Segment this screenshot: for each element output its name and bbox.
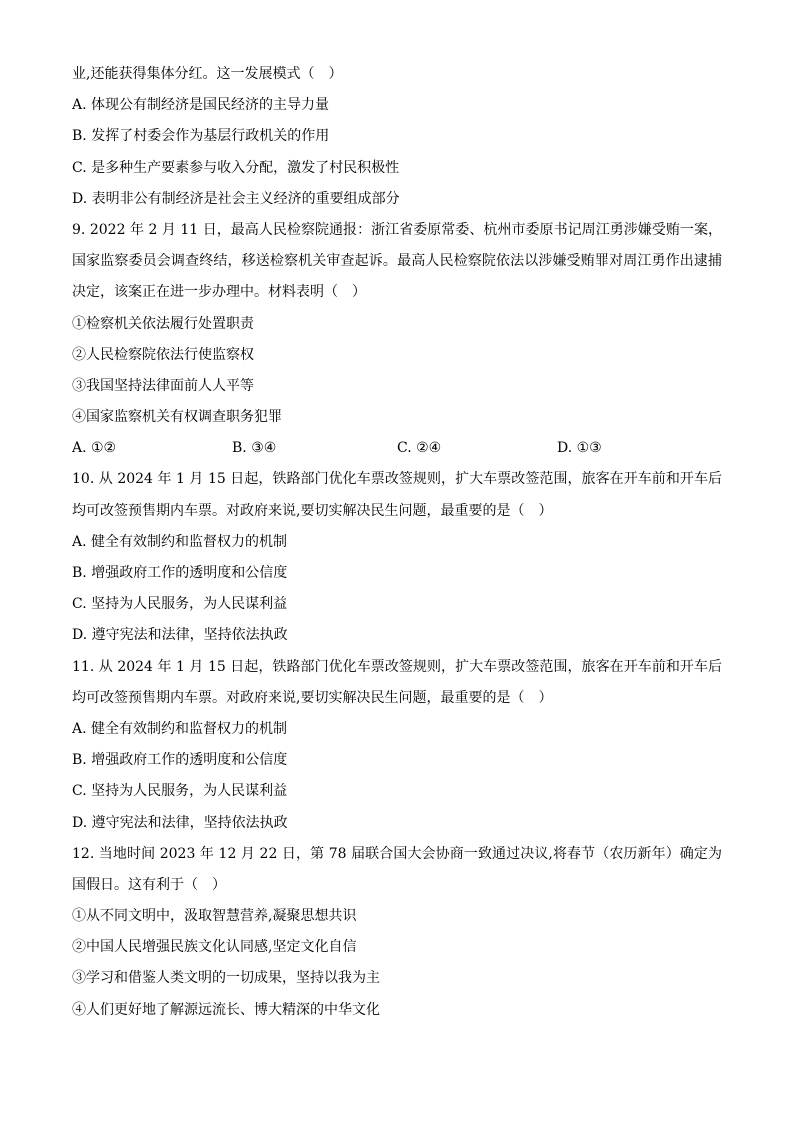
q10-option-b: B. 增强政府工作的透明度和公信度	[72, 565, 288, 581]
q11-option-a: A. 健全有效制约和监督权力的机制	[72, 720, 288, 737]
q9-statement-3: ③我国坚持法律面前人人平等	[72, 377, 254, 394]
q10-option-d: D. 遵守宪法和法律，坚持依法执政	[72, 627, 288, 644]
q8-option-c: C. 是多种生产要素参与收入分配，激发了村民积极性	[72, 159, 400, 176]
q11-option-b: B. 增强政府工作的透明度和公信度	[72, 752, 288, 769]
q12-stem-line: 12. 当地时间 2023 年 12 月 22 日，第 78 届联合国大会协商一致通过决议,将春节（农历新年）确定为	[72, 845, 722, 862]
q8-option-a: A. 体现公有制经济是国民经济的主导力量	[72, 97, 330, 114]
q11-option-d: D. 遵守宪法和法律，坚持依法执政	[72, 814, 288, 831]
q10-option-a: A. 健全有效制约和监督权力的机制	[72, 533, 288, 550]
q9-statement-1: ①检察机关依法履行处置职责	[72, 315, 254, 332]
q10-stem-line: 均可改签预售期内车票。对政府来说,要切实解决民生问题，最重要的是（ ）	[72, 502, 553, 519]
q8-option-d: D. 表明非公有制经济是社会主义经济的重要组成部分	[72, 190, 400, 207]
q8-stem-tail: 业,还能获得集体分红。这一发展模式（ ）	[72, 66, 343, 82]
q9-statement-2: ②人民检察院依法行使监察权	[72, 346, 254, 363]
q11-stem-line: 11. 从 2024 年 1 月 15 日起，铁路部门优化车票改签规则，扩大车票改签范围，旅客在开车前和开车后	[72, 658, 722, 675]
q12-statement-1: ①从不同文明中，汲取智慧营养,凝聚思想共识	[72, 908, 357, 925]
q11-stem-line: 均可改签预售期内车票。对政府来说,要切实解决民生问题，最重要的是（ ）	[72, 689, 553, 706]
q9-choice-c: C. ②④	[397, 440, 442, 457]
q9-stem-line: 9. 2022 年 2 月 11 日，最高人民检察院通报：浙江省委原常委、杭州市委原书记周江勇涉嫌受贿一案，	[72, 221, 722, 238]
q11-option-c: C. 坚持为人民服务，为人民谋利益	[72, 783, 288, 800]
q9-stem-line: 国家监察委员会调查终结，移送检察机关审查起诉。最高人民检察院依法以涉嫌受贿罪对周江勇作出逮捕	[72, 253, 722, 270]
q9-choice-d: D. ①③	[557, 440, 602, 457]
q9-choice-b: B. ③④	[232, 440, 277, 457]
q12-statement-3: ③学习和借鉴人类文明的一切成果，坚持以我为主	[72, 970, 380, 987]
q8-option-b: B. 发挥了村委会作为基层行政机关的作用	[72, 128, 330, 145]
document-page	[72, 59, 722, 1026]
q9-statement-4: ④国家监察机关有权调查职务犯罪	[72, 409, 282, 426]
q9-stem-line: 决定，该案正在进一步办理中。材料表明（ ）	[72, 284, 366, 301]
q12-stem-line: 国假日。这有利于（ ）	[72, 876, 226, 893]
q10-stem-line: 10. 从 2024 年 1 月 15 日起，铁路部门优化车票改签规则，扩大车票改签范围，旅客在开车前和开车后	[72, 471, 722, 488]
q9-choices	[72, 433, 722, 464]
q12-statement-4: ④人们更好地了解源远流长、博大精深的中华文化	[72, 1001, 380, 1018]
q12-statement-2: ②中国人民增强民族文化认同感,坚定文化自信	[72, 939, 357, 956]
q10-option-c: C. 坚持为人民服务，为人民谋利益	[72, 596, 288, 613]
q9-choice-a: A. ①②	[72, 440, 117, 457]
